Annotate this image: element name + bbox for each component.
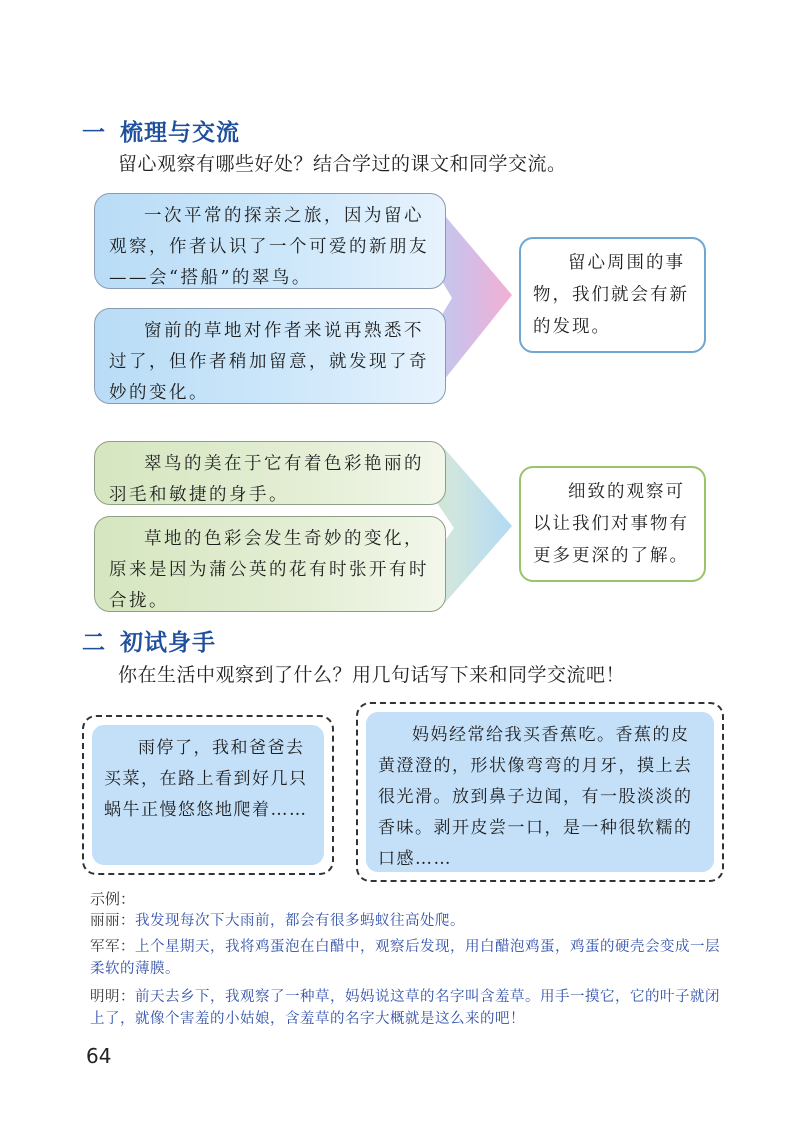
section-1-number: 一	[82, 120, 106, 146]
group-a-bubble-2-text: 窗前的草地对作者来说再熟悉不过了，但作者稍加留意，就发现了奇妙的变化。	[109, 321, 429, 403]
group-b-bubble-2-text: 草地的色彩会发生奇妙的变化，原来是因为蒲公英的花有时张开有时合拢。	[109, 529, 429, 611]
group-a-result-text: 留心周围的事物，我们就会有新的发现。	[533, 253, 689, 337]
example-item-2-text: 上个星期天，我将鸡蛋泡在白醋中，观察后发现，用白醋泡鸡蛋，鸡蛋的硬壳会变成一层柔软的薄膜。	[90, 939, 720, 977]
group-b-bubble-1-text: 翠鸟的美在于它有着色彩艳丽的羽毛和敏捷的身手。	[109, 454, 424, 505]
examples-label: 示例：	[90, 890, 136, 908]
group-a-bubble-2	[94, 308, 446, 404]
example-card-right-text: 妈妈经常给我买香蕉吃。香蕉的皮黄澄澄的，形状像弯弯的月牙，摸上去很光滑。放到鼻子边闻，有一股淡淡的香味。剥开皮尝一口，是一种很软糯的口感……	[378, 725, 693, 869]
example-card-left-inner	[92, 725, 324, 865]
group-b-result	[519, 466, 706, 582]
example-card-right-inner	[366, 712, 714, 872]
example-item-3-text: 前天去乡下，我观察了一种草，妈妈说这草的名字叫含羞草。用手一摸它，它的叶子就闭上了，就像个害羞的小姑娘，含羞草的名字大概就是这么来的吧！	[90, 989, 720, 1027]
section-1-heading	[82, 114, 240, 147]
group-b-bubble-2	[94, 516, 446, 612]
section-2-prompt: 你在生活中观察到了什么？用几句话写下来和同学交流吧！	[118, 664, 626, 686]
section-1-prompt: 留心观察有哪些好处？结合学过的课文和同学交流。	[118, 153, 567, 175]
group-b-result-text: 细致的观察可以让我们对事物有更多更深的了解。	[533, 482, 689, 566]
section-1-title: 梳理与交流	[120, 120, 240, 146]
page-number: 64	[86, 1044, 112, 1068]
group-b-bubble-1	[94, 441, 446, 505]
example-card-left-text: 雨停了，我和爸爸去买菜，在路上看到好几只蜗牛正慢悠悠地爬着……	[104, 738, 308, 820]
group-a-bubble-1-text: 一次平常的探亲之旅，因为留心观察，作者认识了一个可爱的新朋友——会“搭船”的翠鸟。	[109, 206, 429, 288]
example-item-3	[90, 986, 730, 1030]
section-2-number: 二	[82, 630, 106, 656]
example-item-3-name: 明明：	[90, 989, 135, 1005]
example-item-2-name: 军军：	[90, 939, 135, 955]
group-a-bubble-1	[94, 193, 446, 289]
section-2-title: 初试身手	[120, 630, 216, 656]
example-item-2	[90, 936, 730, 980]
example-item-1	[90, 910, 730, 932]
group-a-result	[519, 237, 706, 353]
example-item-1-text: 我发现每次下大雨前，都会有很多蚂蚁往高处爬。	[135, 913, 465, 929]
section-2-heading	[82, 624, 216, 657]
example-item-1-name: 丽丽：	[90, 913, 135, 929]
